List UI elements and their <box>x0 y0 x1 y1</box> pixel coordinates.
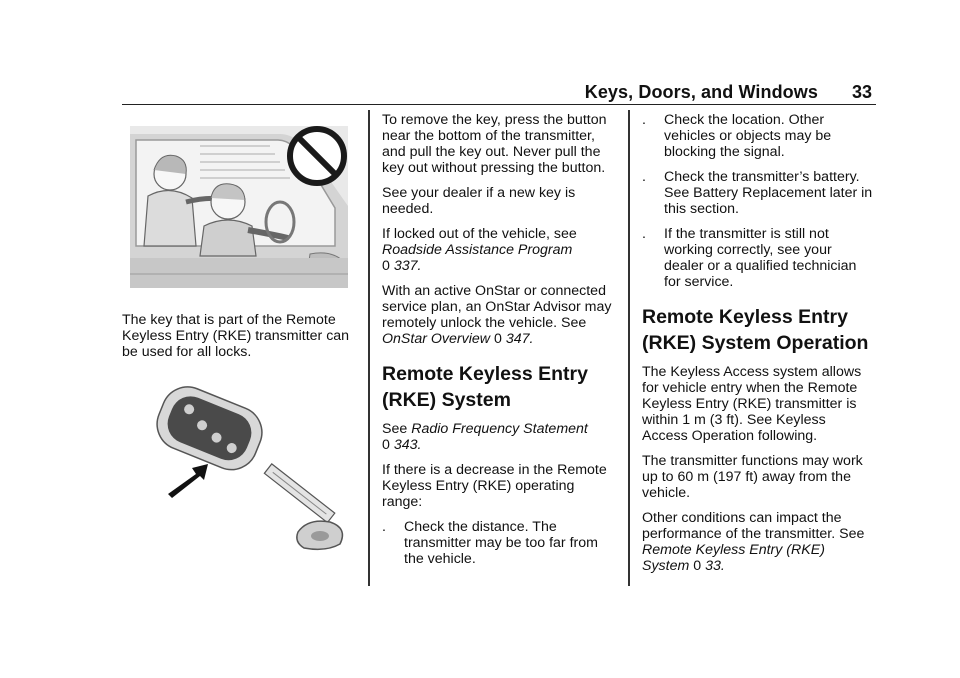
page-ref-symbol: 0 <box>382 437 390 453</box>
list-item <box>382 519 614 567</box>
paragraph <box>382 283 614 347</box>
list-item-text: If the transmitter is still not working correctly, see your dealer or a qualified technician for service. <box>664 226 857 290</box>
paragraph <box>382 226 614 274</box>
list-item <box>642 226 874 290</box>
paragraph: If there is a decrease in the Remote Keyless Entry (RKE) operating range: <box>382 462 607 510</box>
bullet-mark: . <box>382 519 386 535</box>
roadside-assistance-link[interactable]: Roadside Assistance Program <box>382 242 573 258</box>
rke-system-link[interactable]: Remote Keyless Entry (RKE) System <box>642 542 825 574</box>
radio-frequency-link[interactable]: Radio Frequency Statement <box>411 421 588 437</box>
onstar-overview-link[interactable]: OnStar Overview <box>382 331 491 347</box>
column-2 <box>382 112 614 576</box>
page-ref-symbol: 0 <box>493 331 502 347</box>
key-fob-illustration <box>148 382 348 554</box>
paragraph: To remove the key, press the button near the bottom of the transmitter, and pull the key out. Never pull the key out without pressing the button. <box>382 112 607 176</box>
list-item-text: Check the transmitter’s battery. See Battery Replacement later in this section. <box>664 169 873 217</box>
list-item-text: Check the location. Other vehicles or objects may be blocking the signal. <box>664 112 832 160</box>
section-heading: Remote Keyless Entry (RKE) System <box>382 363 588 411</box>
paragraph-text: If locked out of the vehicle, see <box>382 226 577 242</box>
page-ref[interactable]: 347. <box>505 331 534 347</box>
page-ref[interactable]: 337. <box>393 258 422 274</box>
children-in-car-illustration <box>130 126 348 288</box>
key-caption: The key that is part of the Remote Keyless Entry (RKE) transmitter can be used for all locks. <box>122 312 350 360</box>
paragraph-text: See <box>382 421 408 437</box>
list-item <box>642 112 874 160</box>
paragraph <box>382 421 614 453</box>
paragraph-text: With an active OnStar or connected service plan, an OnStar Advisor may remotely unlock the vehicle. See <box>382 283 612 331</box>
paragraph: The transmitter functions may work up to 60 m (197 ft) away from the vehicle. <box>642 453 863 501</box>
bullet-mark: . <box>642 226 646 242</box>
column-divider <box>628 110 630 586</box>
bullet-mark: . <box>642 169 646 185</box>
paragraph-text: Other conditions can impact the performance of the transmitter. See <box>642 510 865 542</box>
section-heading: Remote Keyless Entry (RKE) System Operation <box>642 306 869 354</box>
paragraph: The Keyless Access system allows for vehicle entry when the Remote Keyless Entry (RKE) transmitter is within 1 m (3 ft). See Keyless Access Operation following. <box>642 364 862 444</box>
section-title: Keys, Doors, and Windows <box>584 82 818 102</box>
page-number: 33 <box>851 82 872 102</box>
column-3 <box>642 112 874 583</box>
page-ref[interactable]: 343. <box>393 437 422 453</box>
bullet-mark: . <box>642 112 646 128</box>
page-ref-symbol: 0 <box>382 258 390 274</box>
page-ref[interactable]: 33. <box>705 558 725 574</box>
paragraph: See your dealer if a new key is needed. <box>382 185 576 217</box>
list-item-text: Check the distance. The transmitter may be too far from the vehicle. <box>404 519 598 567</box>
column-divider <box>368 110 370 586</box>
paragraph <box>642 510 874 574</box>
list-item <box>642 169 874 217</box>
page-ref-symbol: 0 <box>693 558 702 574</box>
page-header <box>122 78 876 105</box>
